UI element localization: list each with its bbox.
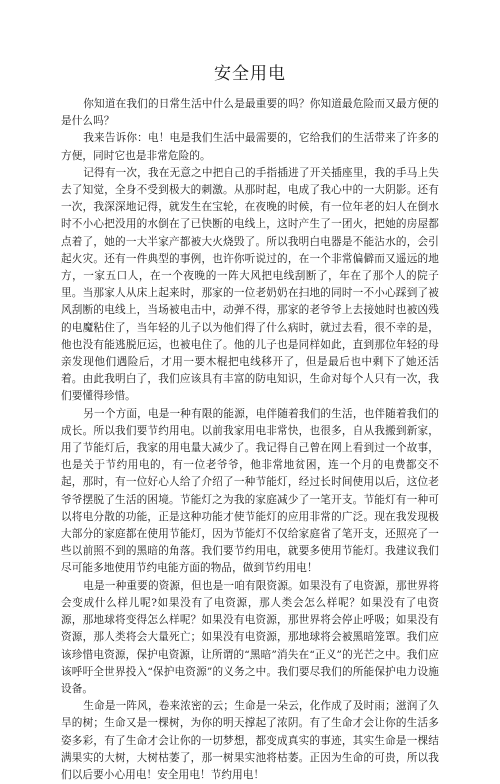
paragraph: 生命是一阵风，卷来浓密的云；生命是一朵云，化作成了及时雨；滋润了久旱的树；生命又是一棵树，为你的明天撑起了浓阴。有了生命才会让你的生活多姿多彩，有了生命才会让你的一切梦想，都变成真实的事迹，其实生命是一棵结满果实的大树，大树枯萎了，那一树果实池将枯萎。正因为生命的可贵，所以我们以后要小心用电！安全用电！节约用电！ — [61, 700, 439, 781]
document-body — [61, 96, 439, 784]
paragraph: 记得有一次，我在无意之中把自己的手指插进了开关插座里，我的手马上失去了知觉，全身不受到极大的刺激。从那时起，电成了我心中的一大阴影。还有一次，我深深地记得，就发生在宝轮，在夜晚的时候，有一位年老的妇人在倒水时不小心把没用的水倒在了已快断的电线上，这时产生了一团火，把她的房屋都点着了，她的一大半家产都被大火烧毁了。所以我明白电器是不能沾水的，会引起火灾。还有一件典型的事例，也许你听说过的，在一个非常偏僻而又遥远的地方，一家五口人，在一个夜晚的一阵大风把电线刮断了，年在了那个人的院子里。当那家人从床上起来时，那家的一位老奶奶在扫地的同时一不小心踩到了被风刮断的电线上，当场被电击中，动弹不得，那家的老爷爷上去接她时也被凶残的电魔粘住了，当年轻的儿子以为他们得了什么病时，就过去看，很不幸的是，他也没有能逃脱厄运，也被电住了。他的儿子也是同样如此，直到那位年轻的母亲发现他们遇险后，才用一要木棍把电线移开了，但是最后也中剩下了她还活着。由此我明白了，我们应该具有丰富的防电知识，生命对每个人只有一次，我们要懂得珍惜。 — [61, 166, 439, 403]
paragraph: 电是一种重要的资源，但也是一咱有限资源。如果没有了电资源，那世界将会变成什么样儿呢?如果没有了电资源，那人类会怎么样呢？如果没有了电资源，那地球将变得怎么样呢？如果没有电资源，那世界将会停止呼吸；如果没有资源，那人类将会大量死亡；如果没有电资源，那地球将会被黑暗笼罩。我们应该珍惜电资源，保护电资源，让所谓的“黑暗”消失在“正义”的光芒之中。我们应该呼吁全世界投入“保护电资源”的义务之中。我们要尽我们的所能保护电力设施设备。 — [61, 579, 439, 695]
document-title: 安全用电 — [214, 64, 286, 84]
paragraph: 我来告诉你：电！电是我们生活中最需要的，它给我们的生活带来了许多的方便，同时它也是非常危险的。 — [61, 132, 439, 162]
paragraph: 你知道在我们的日常生活中什么是最重要的吗？你知道最危险而又最方便的是什么吗？ — [61, 98, 439, 128]
paragraph: 另一个方面，电是一种有限的能源，电伴随着我们的生活，也伴随着我们的成长。所以我们要节约用电。以前我家用电非常快，也很多，自从我搬到新家，用了节能灯后，我家的用电量大减少了。我记得自己曾在网上看到过一个故事，也是关于节约用电的，有一位老爷爷，他非常地贫困，连一个月的电费都交不起，那时，有一位好心人给了介绍了一种节能灯，经过长时间使用以后，这位老爷爷摆脱了生活的困境。节能灯之为我的家庭减少了一笔开支。节能灯有一种可以将电分散的功能，正是这种功能才使节能灯的应用非常的广泛。现在我发现极大部分的家庭都在使用节能灯，因为节能灯不仅给家庭省了笔开支，还照亮了一些以前照不到的黑暗的角落。我们要节约用电，就要多使用节能灯。我建议我们尽可能多地使用节约电能方面的物品，做到节约用电！ — [61, 407, 439, 575]
